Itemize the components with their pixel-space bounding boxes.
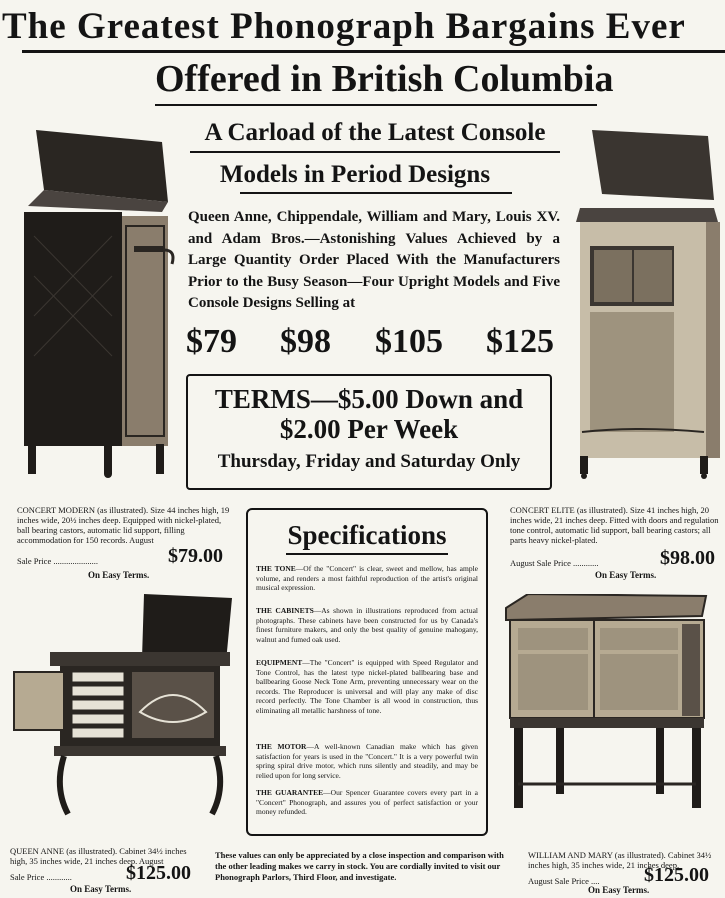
concert-modern-description: CONCERT MODERN (as illustrated). Size 44 inches high, 19 inches wide, 20½ inches deep. Equipped with nickel-plated, ball bearing castors, automatic lid support, filling accommodation for 150 records. August	[17, 505, 230, 545]
spec-guarantee-text: —Our Spencer Guarantee covers every part in a "Concert" Phonograph, and assures you of perfect satisfaction or your money refunded.	[256, 788, 479, 817]
subhead-line-2: Models in Period Designs	[219, 161, 491, 188]
william-mary-terms: On Easy Terms.	[588, 885, 650, 895]
spec-cabinets-text: —As shown in illustrations reproduced from actual photographs. These cabinets have been constructed for us by Canada's finest furniture makers, and only the best quality of genuine mahogany, walnut and fumed oak used.	[256, 606, 478, 644]
queen-anne-illustration	[10, 592, 242, 824]
terms-line-1: TERMS—$5.00 Down and	[214, 384, 524, 414]
subhead-2-underline	[240, 192, 512, 194]
spec-guarantee	[256, 788, 478, 817]
concert-modern-price: $79.00	[168, 545, 223, 567]
concert-elite-price: $98.00	[660, 547, 715, 569]
spec-equipment-label: EQUIPMENT	[256, 658, 303, 667]
headline-line-2: Offered in British Columbia	[155, 58, 614, 100]
spec-motor-text: —A well-known Canadian make which has given satisfaction for years is used in the "Concert." It is a very powerful twin spring spiral drive motor, which runs silently and steadily, and may be relied upon for long service.	[256, 742, 478, 780]
queen-anne-price: $125.00	[126, 862, 191, 884]
spec-equipment	[256, 658, 478, 716]
william-mary-price: $125.00	[644, 864, 709, 886]
specifications-title-underline	[286, 553, 448, 555]
spec-equipment-text: —The "Concert" is equipped with Speed Regulator and Tone Control, has the latest type nickel-plated ballbearing base and ballbearing Goose Neck Tone Arm, preventing unnecessary wear on the records. The Reproducer is universal and will play any make of disc record perfectly. The Tone Chamber is all wood in construction, thus eliminating all metallic harshness of tone.	[256, 658, 478, 715]
headline-line-1: The Greatest Phonograph Bargains Ever	[2, 6, 686, 47]
spec-tone	[256, 564, 478, 593]
terms-days: Thursday, Friday and Saturday Only	[217, 451, 521, 472]
subhead-line-1: A Carload of the Latest Console	[204, 119, 546, 146]
terms-line-2: $2.00 Per Week	[279, 414, 459, 444]
price-1: $79	[186, 323, 237, 360]
concert-elite-terms: On Easy Terms.	[595, 570, 657, 580]
queen-anne-sale-label: Sale Price ............	[10, 872, 72, 882]
spec-tone-label: THE TONE	[256, 564, 296, 573]
terms-box	[186, 374, 552, 490]
queen-anne-terms: On Easy Terms.	[70, 884, 132, 894]
inspection-note: These values can only be appreciated by a close inspection and comparison with the other leading makes we carry in stock. You are cordially invited to visit our Phonograph Parlors, Third Floor, and investigate.	[215, 850, 504, 882]
concert-elite-description: CONCERT ELITE (as illustrated). Size 41 inches high, 20 inches wide, 21 inches deep. Fitted with doors and regulation tone control, automatic lid support, ball bearing castors; all parts heavy nickel-plated.	[510, 505, 719, 545]
intro-paragraph: Queen Anne, Chippendale, William and Mary, Louis XV. and Adam Bros.—Astonishing Values Achieved by a Large Quantity Order Placed With the Manufacturers Prior to the Busy Season—Four Upright Models and Five Console Designs Selling at	[188, 209, 560, 311]
spec-cabinets	[256, 606, 478, 644]
william-mary-sale-label: August Sale Price ....	[528, 876, 600, 886]
price-3: $105	[375, 323, 443, 360]
specifications-title: Specifications	[287, 520, 447, 550]
spec-cabinets-label: THE CABINETS	[256, 606, 314, 615]
spec-motor-label: THE MOTOR	[256, 742, 307, 751]
william-mary-description: WILLIAM AND MARY (as illustrated). Cabinet 34½ inches high, 35 inches wide, 21 inches deep.	[528, 850, 712, 870]
spec-tone-text: —Of the "Concert" is clear, sweet and mellow, has ample volume, and renders a most faithful reproduction of the artist's original musical expression.	[256, 564, 479, 593]
price-4: $125	[486, 323, 554, 360]
spec-motor	[256, 742, 478, 780]
concert-elite-sale-label: August Sale Price ............	[510, 558, 599, 568]
price-2: $98	[280, 323, 331, 360]
subhead-1-underline	[190, 151, 560, 153]
concert-modern-illustration	[14, 126, 182, 480]
concert-modern-terms: On Easy Terms.	[88, 570, 150, 580]
spec-guarantee-label: THE GUARANTEE	[256, 788, 324, 797]
queen-anne-description: QUEEN ANNE (as illustrated). Cabinet 34½ inches high, 35 inches wide, 21 inches deep. August	[10, 846, 187, 866]
concert-elite-illustration	[568, 126, 725, 480]
headline-2-underline	[155, 104, 597, 106]
concert-modern-sale-label: Sale Price .....................	[17, 556, 98, 566]
william-mary-illustration	[496, 594, 718, 822]
